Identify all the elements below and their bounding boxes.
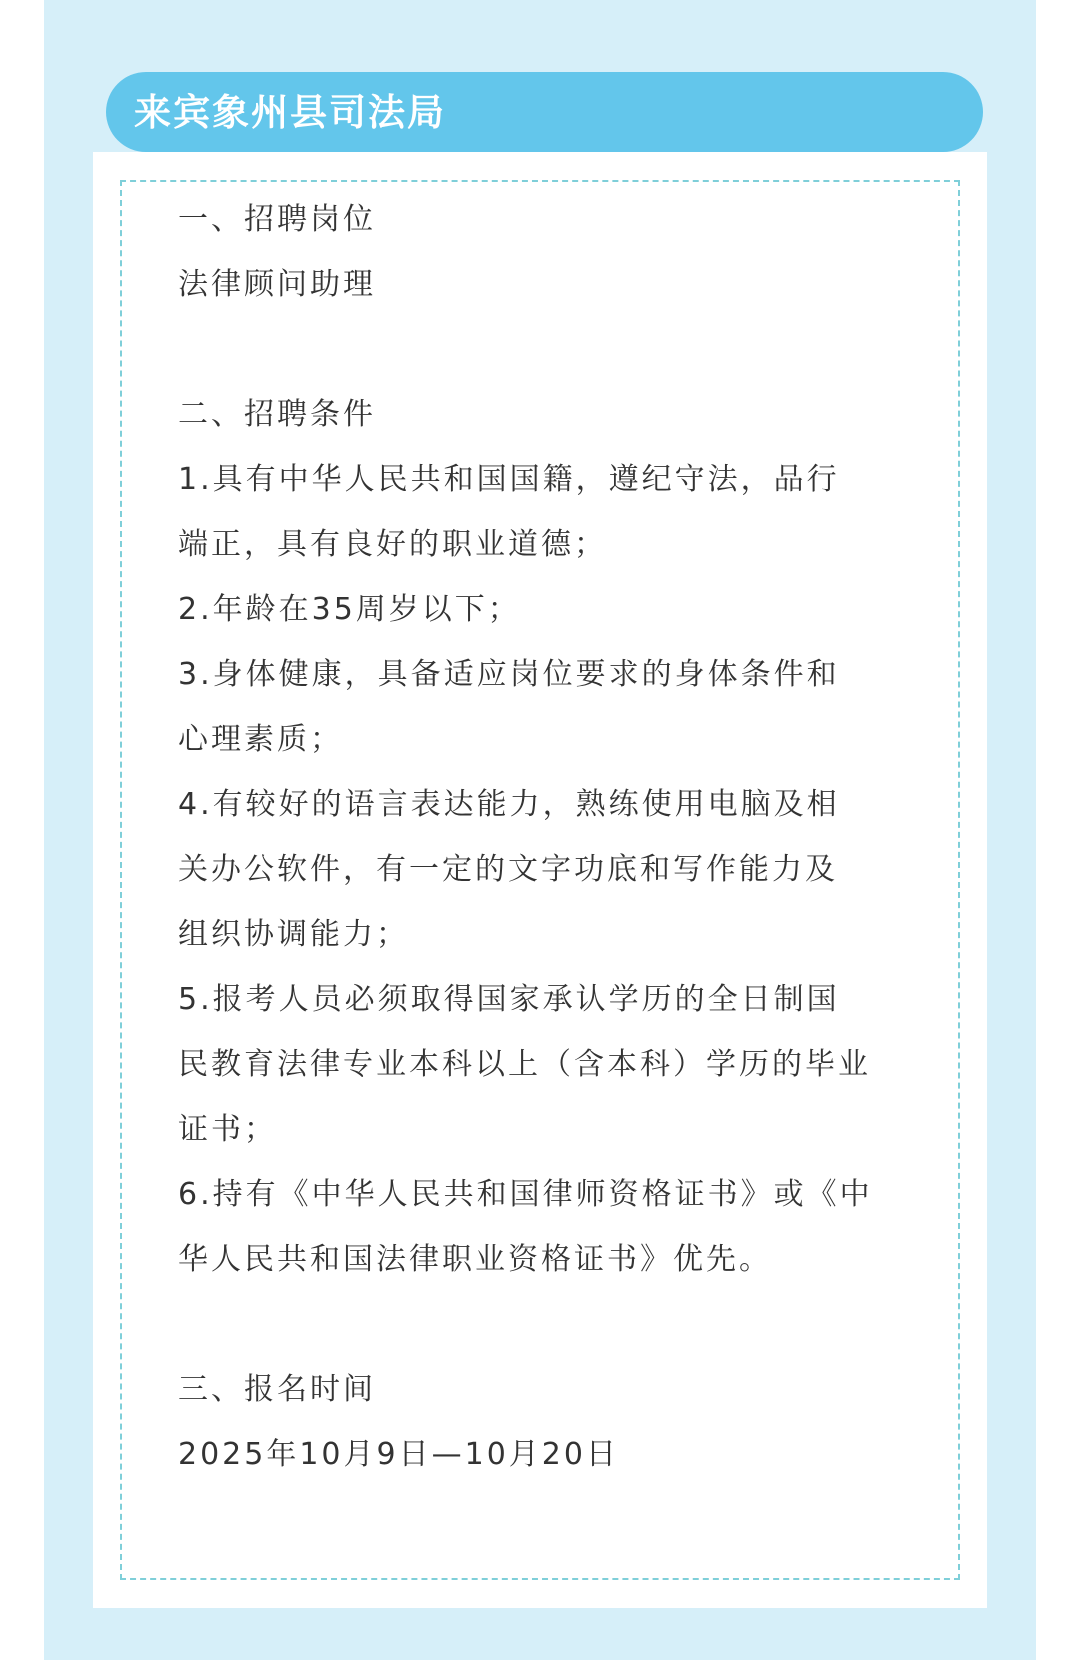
section-heading-conditions: 二、招聘条件 (178, 397, 376, 432)
condition-line: 1.具有中华人民共和国国籍，遵纪守法，品行 (178, 462, 840, 497)
condition-line: 关办公软件，有一定的文字功底和写作能力及 (178, 852, 838, 887)
condition-line: 心理素质； (178, 722, 343, 757)
condition-line: 端正，具有良好的职业道德； (178, 527, 607, 562)
notice-content (178, 187, 908, 1487)
position-value: 法律顾问助理 (178, 267, 376, 302)
spacer (178, 317, 908, 382)
page-title: 来宾象州县司法局 (134, 90, 446, 134)
condition-line: 华人民共和国法律职业资格证书》优先。 (178, 1242, 772, 1277)
condition-line: 组织协调能力； (178, 917, 409, 952)
section-heading-registration: 三、报名时间 (178, 1372, 376, 1407)
condition-line: 5.报考人员必须取得国家承认学历的全日制国 (178, 982, 840, 1017)
condition-line: 证书； (178, 1112, 277, 1147)
condition-line: 2.年龄在35周岁以下； (178, 592, 521, 627)
header-banner (106, 72, 983, 152)
condition-line: 3.身体健康，具备适应岗位要求的身体条件和 (178, 657, 840, 692)
condition-line: 民教育法律专业本科以上（含本科）学历的毕业 (178, 1047, 871, 1082)
registration-date: 2025年10月9日—10月20日 (178, 1437, 619, 1472)
condition-line: 4.有较好的语言表达能力，熟练使用电脑及相 (178, 787, 840, 822)
section-heading-position: 一、招聘岗位 (178, 202, 376, 237)
condition-line: 6.持有《中华人民共和国律师资格证书》或《中 (178, 1177, 873, 1212)
spacer (178, 1292, 908, 1357)
